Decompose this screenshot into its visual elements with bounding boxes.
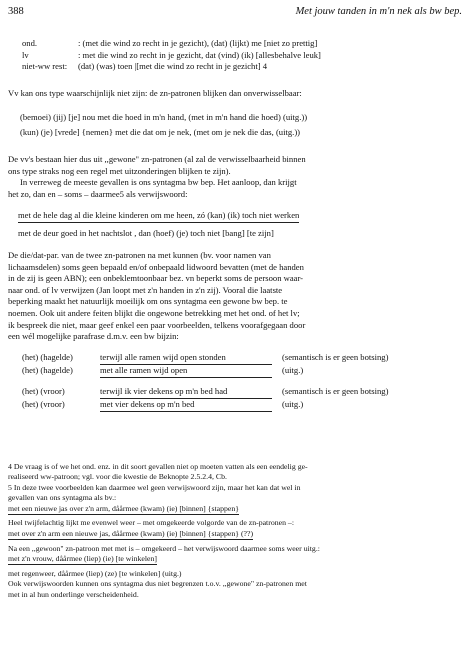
analysis-row-rest: niet-ww rest: (dat) (was) toen |[met die wind zo recht in je gezicht] 4 xyxy=(22,61,268,72)
example-line: met de deur goed in het nachtslot , dan (hoef) (je) toch niet [bang] [te zijn] xyxy=(18,228,274,239)
examples-weather xyxy=(22,352,462,412)
footnote-line: 5 In deze twee voorbeelden kan daarmee wel geen verwijswoord zijn, maar het kan dat wel in xyxy=(8,482,301,492)
paragraph-vv: Vv kan ons type waarschijnlijk niet zijn: de zn-patronen blijken dan onverwisselbaar: xyxy=(8,88,302,98)
analysis-block xyxy=(22,38,462,73)
analysis-row-lv: lv : met die wind zo recht in je gezicht, dat (vind) (ik) [allesbehalve leuk] xyxy=(22,49,321,60)
example-row: (het) (vroor) terwijl ik vier dekens op m'n bed had (semantisch is er geen botsing) xyxy=(22,386,462,399)
examples-bwbep xyxy=(18,210,462,240)
footnote-line: 4 De vraag is of we het ond. enz. in dit soort gevallen niet op moeten vatten als een eendelig ge- xyxy=(8,462,308,471)
example-line: met de hele dag al die kleine kinderen om me heen, zó (kan) (ik) toch niet werken xyxy=(18,210,299,223)
footnote-example: met regenweer, dåårmee (liep) (ze) [te winkelen] (uitg.) xyxy=(8,568,182,578)
footnotes xyxy=(8,462,462,600)
footnote-line: Na een ,,gewoon" zn-patroon met met is – omgekeerd – het verwijswoord daarmee soms weer uitg.: xyxy=(8,543,320,553)
example-row: (het) (hagelde) terwijl alle ramen wijd open stonden (semantisch is er geen botsing) xyxy=(22,352,462,365)
example-line: (kun) (je) [vrede] {nemen} met die dat om je nek, (met om je nek die das, (uitg.)) xyxy=(20,126,301,137)
footnote-line: gevallen van ons syntagma als bv.: xyxy=(8,493,117,503)
example-row: (het) (vroor) met vier dekens op m'n bed (uitg.) xyxy=(22,399,462,412)
footnote-example: met z'n vrouw, dåårmee (liep) (ie) [te winkelen] xyxy=(8,554,157,565)
paragraph-zn: De vv's bestaan hier dus uit ,,gewone" zn-patronen (al zal de verwisselbaarheid binnen ons type straks nog een regel met uitzonderingen blijken te zijn). In verreweg de meeste gevallen is ons syntagma bw bep. Het aanloop, dan krijgt het zo, dan en – soms – daarmee5 als verwijswoord: xyxy=(8,154,306,199)
footnote-line: Heel twijfelachtig lijkt me evenwel weer – met omgekeerde volgorde van de zn-patronen –: xyxy=(8,518,294,528)
footnote-line: realiseerd ww-patroon; vgl. voor die kwestie de Beknopte 2.5.2.4, Cb. xyxy=(8,472,227,482)
example-row: (het) (hagelde) met alle ramen wijd open (uitg.) xyxy=(22,365,462,378)
analysis-row-ond: ond. : (met die wind zo recht in je gezicht), (dat) (lijkt) me [niet zo prettig] xyxy=(22,38,318,48)
examples-vv xyxy=(20,112,462,138)
footnote-example: met over z'n arm een nieuwe jas, dåårmee (kwam) (ie) [binnen] {stappen} (??) xyxy=(8,529,253,540)
example-line: (bemoei) (jij) [je] nou met die hoed in m'n hand, (met in m'n hand die hoed) (uitg.)) xyxy=(20,112,308,122)
paragraph-die-dat: De die/dat-par. van de twee zn-patronen na met kunnen (bv. voor namen van lichaamsdelen) soms geen bepaald en/of onbepaald lidwoord bevatten (met de handen in de zij is geen ABN); een onbeklemtoonbaar bez. vn beperkt soms de persoon waar- naar ond. of lv verwijzen (Jan loopt met z'n handen in z'n zij). Vooral die laatste beperking maakt het natuurlijk moeilijk om ons syntagma een gewone bw bep. te noemen. Ook uit andere feiten blijkt die ongewone betrekking met het ond. of het lv; ik bespreek die niet, maar geef enkel een paar voorbeelden, telkens voorafgegaan door een wél mogelijke parafrase d.m.v. een bw bijzin: xyxy=(8,250,306,342)
footnote-example: met een nieuwe jas over z'n arm, dåårmee (kwam) (ie) [binnen] {stappen} xyxy=(8,504,239,515)
footnote-line: Ook verwijswoorden kunnen ons syntagma dus niet begrenzen t.o.v. ,,gewone" zn-patronen met xyxy=(8,579,307,589)
running-title: Met jouw tanden in m'n nek als bw bep. xyxy=(295,6,462,17)
page-number: 388 xyxy=(8,6,24,17)
running-header xyxy=(8,6,462,20)
footnote-line: met in al hun onderlinge verscheidenheid. xyxy=(8,589,139,599)
